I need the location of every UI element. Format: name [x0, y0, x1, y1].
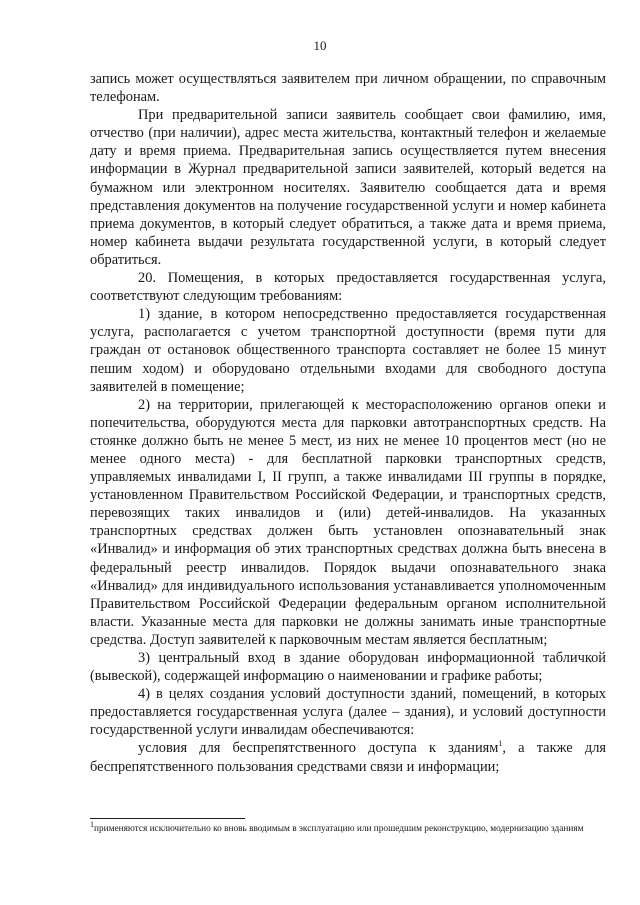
paragraph-item-1-building: 1) здание, в котором непосредственно предоставляется государственная услуга, располагается с учетом транспортной доступности (время пути для граждан от остановок общественного транспорта составляет не более 15 минут пешим ходом) и оборудовано отдельными входами для свободного доступа заявителей в помещение; [90, 306, 606, 395]
paragraph-item-2-parking: 2) на территории, прилегающей к месторасположению органов опеки и попечительства, оборудуются места для парковки автотранспортных средств. На стоянке должно быть не менее 5 мест, из них не менее 10 процентов мест (но не менее одного места) - для бесплатной парковки транспортных средств, управляемых инвалидами I, II групп, а также инвалидами III группы в порядке, установленном Правительством Российской Федерации, и транспортных средств, перевозящих таких инвалидов и (или) детей-инвалидов. На указанных транспортных средствах должен быть установлен опознавательный знак «Инвалид» и информация об этих транспортных средствах должна быть внесена в федеральный реестр инвалидов. Порядок выдачи опознавательного знака «Инвалид» для индивидуального использования устанавливается уполномоченным Правительством Российской Федерации федеральным органом исполнительной власти. Указанные места для парковки не должны занимать иные транспортные средства. Доступ заявителей к парковочным местам является бесплатным; [90, 396, 606, 648]
page-number: 10 [313, 38, 327, 53]
footnote-marker: 1 [90, 819, 94, 829]
footnote-text: применяются исключительно ко вновь вводимым в эксплуатацию или прошедшим реконструкцию, модернизацию зданиям [94, 824, 584, 834]
body-text [90, 70, 606, 776]
paragraph-item-3-entrance: 3) центральный вход в здание оборудован информационной табличкой (вывеской), содержащей информацию о наименовании и графике работы; [90, 650, 606, 685]
footnote-reference: 1 [498, 739, 503, 749]
access-conditions-text-end: , а также для беспрепятственного пользования средствами связи и информации; [90, 740, 606, 775]
access-conditions-text: условия для беспрепятственного доступа к зданиям [138, 740, 499, 757]
footnote [90, 819, 606, 836]
paragraph-20-premises-requirements: 20. Помещения, в которых предоставляется государственная услуга, соответствуют следующим требованиям: [90, 270, 606, 305]
footnote-separator [90, 818, 245, 819]
paragraph-access-conditions [90, 739, 606, 775]
paragraph-continuation: запись может осуществляться заявителем при личном обращении, по справочным телефонам. [90, 71, 606, 106]
paragraph-preliminary-registration: При предварительной записи заявитель сообщает свои фамилию, имя, отчество (при наличии), адрес места жительства, контактный телефон и желаемые дату и время приема. Предварительная запись осуществляется путем внесения информации в Журнал предварительной записи заявителей, который ведется на бумажном или электронном носителях. Заявителю сообщается дата и время представления документов на получение государственной услуги и номер кабинета приема документов, в который следует обратиться, а также дата и время приема, номер кабинета выдачи результата государственной услуги, в который следует обратиться. [90, 107, 606, 268]
paragraph-item-4-accessibility: 4) в целях создания условий доступности зданий, помещений, в которых предоставляется государственная услуга (далее – здания), и условий доступности государственной услуги инвалидам обеспечиваются: [90, 686, 606, 739]
